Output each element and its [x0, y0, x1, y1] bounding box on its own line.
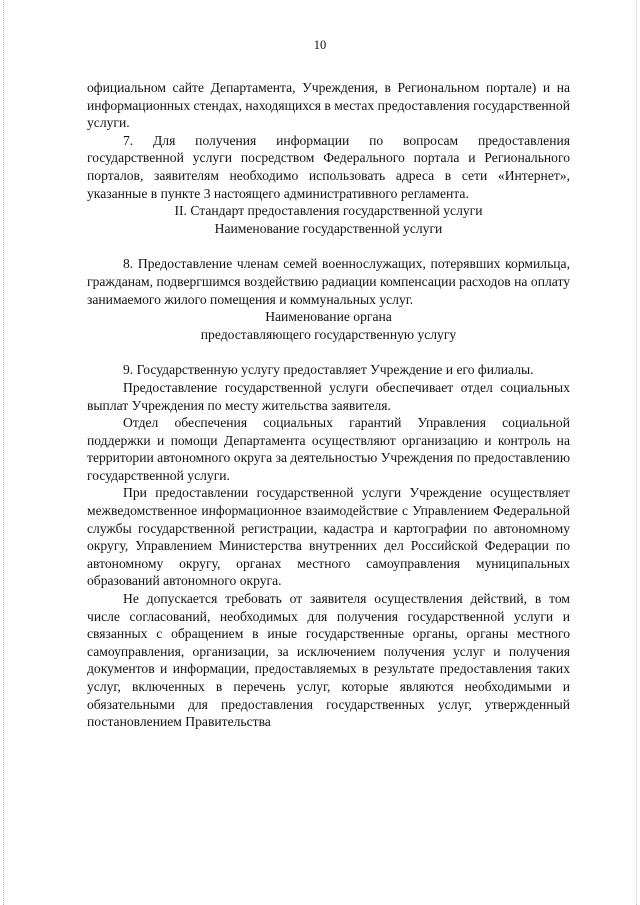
subheading-service-name: Наименование государственной услуги: [214, 220, 443, 236]
paragraph-prohibition: Не допускается требовать от заявителя осуществления действий, в том числе согласований, необходимых для получения государственной услуги и связанных с обращением в иные государственные органы, органы местного самоуправления, организации, за исключением получения услуг и получения документов и информации, предоставляемых в результате предоставления таких услуг, включенных в перечень услуг, которые являются необходимыми и обязательными для предоставления государственных услуг, утвержденный постановлением Правительства: [87, 591, 570, 730]
scan-edge-right: [636, 0, 637, 905]
document-body: [87, 79, 570, 731]
subheading-organ-line2: предоставляющего государственную услугу: [200, 326, 457, 342]
page-number: 10: [313, 38, 327, 52]
section-heading: II. Стандарт предоставления государственной услуги: [174, 203, 483, 219]
scan-edge-left: [3, 0, 4, 905]
paragraph-control: Отдел обеспечения социальных гарантий Управления социальной поддержки и помощи Департамента осуществляют организацию и контроль на территории автономного округа за деятельностью Учреждения по предоставлению государственной услуги.: [87, 415, 570, 483]
paragraph-provision: Предоставление государственной услуги обеспечивает отдел социальных выплат Учреждения по месту жительства заявителя.: [87, 379, 570, 413]
paragraph-7: 7. Для получения информации по вопросам предоставления государственной услуги посредством Федерального портала и Регионального порталов, заявителям необходимо использовать адреса в сети «Интернет», указанные в пункте 3 настоящего административного регламента.: [87, 132, 570, 201]
paragraph-interaction: При предоставлении государственной услуги Учреждение осуществляет межведомственное информационное взаимодействие с Управлением Федеральной службы государственной регистрации, кадастра и картографии по автономному округу, Управлением Министерства внутренних дел Российской Федерации по автономному округу, органах местного самоуправления муниципальных образований автономного округа.: [87, 485, 570, 589]
paragraph-9: 9. Государственную услугу предоставляет Учреждение и его филиалы.: [123, 362, 534, 378]
paragraph-8: 8. Предоставление членам семей военнослужащих, потерявших кормильца, гражданам, подвергшимся воздействию радиации компенсации расходов на оплату занимаемого жилого помещения и коммунальных услуг.: [87, 256, 570, 307]
paragraph-continuation: официальном сайте Департамента, Учреждения, в Региональном портале) и на информационных стендах, находящихся в местах предоставления государственной услуги.: [87, 80, 570, 131]
subheading-organ-line1: Наименование органа: [265, 309, 392, 325]
